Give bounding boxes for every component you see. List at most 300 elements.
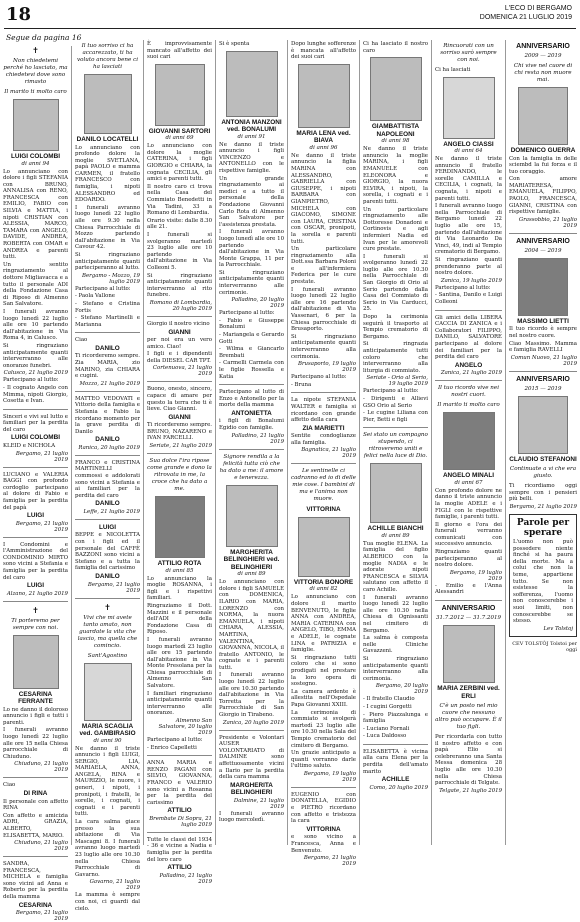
participant: - Bruna — [291, 381, 312, 388]
cross-icon: ✝ — [32, 46, 39, 55]
notice-text: Ne danno il triste annuncio la figlia MARINA con ALESSANDRO, GABRIELLA con GIUSEPPE, i nipoti BARBARA con GIANPIETRO, MICHELA con GIACOMO, SIMONE con LAURA, CRISTINA con OSCAR, pronipoti, la sorella e parenti tutti. — [291, 152, 356, 245]
portrait-photo — [13, 99, 59, 151]
cross-icon: ✝ — [32, 605, 39, 615]
notice-text: Ne danno il triste annuncio il fratello FERDINANDO, le sorelle CAMILLA e CECILIA, i cognati, la cognata, i nipoti e parenti tutti. — [435, 156, 502, 202]
participant: - Enrico Capelletti — [147, 744, 197, 751]
header-rule — [4, 28, 576, 29]
portrait-photo — [443, 625, 495, 683]
notice-text: Orario visite: dalle 8.30 alle 21. — [147, 217, 212, 231]
notice-text: Un sentito ringraziamento al dottore Migliavacca e a tutto il personale ADI della Fondazione Casa di Riposo di Almenno San Salvatore. — [3, 261, 68, 308]
notice-text: LUCIANO e VALERIA BAGGI con profondo cordoglio partecipano al dolore di Fabio e famiglia per la perdita del papà — [3, 471, 68, 511]
notice-date: Bergamo - Mozzo, 19 luglio 2019 — [82, 272, 140, 285]
quote: Non chiedetemi perché ho lasciato, ma chiedetevi dove sono rimasto — [3, 58, 68, 85]
portrait-photo — [298, 517, 350, 577]
notice-text: Con profondo dolore ne danno il triste annuncio la moglie ADELE e i FIGLI con le rispettive famiglie, i parenti tutti. — [435, 487, 502, 521]
anniversary-heading: ANNIVERSARIO — [516, 43, 570, 50]
age: di anni 67 — [454, 479, 483, 486]
caption: Il marito ti molto caro — [4, 89, 67, 95]
deceased-name: ACHILLE BIANCHI — [367, 525, 424, 533]
quote-box — [509, 514, 577, 637]
notice-text: Ciao Massimo. Mamma e famiglia RAVELLI — [509, 340, 577, 354]
participant: - Luciano Fornali — [363, 725, 410, 732]
anniversary-years: 2009 — 2019 — [524, 53, 562, 59]
quote: Continuate a vi che era giusto. — [509, 466, 577, 480]
notice-text: MATTEO VEDOVATI e Vittorio della famiglia e Stefania e Fabio la ricordano momento per la grave perdita di Danilo — [75, 395, 140, 435]
deceased-name: ATTILIO ROTA — [157, 560, 202, 568]
deceased-name: DANILO LOCATELLI — [76, 136, 139, 143]
notice-text: Partecipano al lutto di Enzo e Antonello per la morte della mamma — [219, 389, 284, 409]
notice-text: La salma è composta nelle Cliniche Gavazzeni. — [363, 635, 428, 655]
notice-date: Ranica, 20 luglio 2019 — [78, 444, 140, 451]
notice-text: Con affetto e amicizia ADRI, GRAZIA, ALBERTO, ELISABETTA, MARIO. — [3, 812, 68, 839]
portrait-photo — [226, 485, 278, 547]
notice-text: I funerali avranno luogo lunedì 22 luglio alle ore 10.30 nella Chiesa di Ognissanti nel cimitero di Bergamo. — [363, 594, 428, 634]
caption: Sant'Agostino — [87, 652, 128, 659]
notice-date: Gavarno, 21 luglio 2019 — [89, 879, 140, 892]
notice-text: Lo annunciano con profondo dolore la moglie SVETLANA, papà PAOLO e mamma CARMEN, il fratello FRANCESCO con famiglia, i nipoti ALESSANDRO ed EDOARDO. — [75, 144, 140, 204]
notice-text: Sentite condoglianze alla famiglia. — [291, 433, 356, 446]
notice-date: Bergamo, 21 luglio 2019 — [15, 910, 68, 922]
participant: - Luca Daldosso — [363, 733, 407, 740]
notice-date: Cortenuova, 21 luglio 2019 — [152, 365, 212, 378]
quote: Ti porteremo per sempre con noi. — [11, 617, 60, 631]
notice-date: Chiuduno, 21 luglio 2019 — [14, 840, 68, 853]
divider — [75, 598, 140, 599]
notice-text: Si ringraziano quanti prenderanno parte al nostro dolore. — [435, 257, 502, 277]
age: di anni 98 — [381, 138, 410, 145]
box-title: Parole per sperare — [516, 518, 570, 538]
notice-date: Bagnatica, 21 luglio 2019 — [301, 447, 356, 460]
notice-text: Sinceri e vivi sul lutto e familiari per la perdita del caro — [3, 413, 68, 433]
divider — [3, 409, 68, 410]
divider — [75, 519, 140, 520]
notice-text: Ciao — [3, 782, 16, 789]
notice-text: Si ringraziano anticipatamente quanti parteciperanno al lutto. — [75, 252, 140, 272]
column-2 — [72, 40, 144, 912]
divider — [219, 730, 284, 731]
portrait-photo — [443, 77, 495, 139]
deceased-name: CESARINA — [18, 901, 53, 909]
notice-date: Zanica, 20 luglio 2019 — [222, 719, 284, 726]
notice-text: KLEID e NICHOLA — [3, 442, 56, 449]
participants-heading: Partecipano al lutto: — [291, 374, 347, 381]
notice-date: Bergamo, 21 luglio 2019 — [15, 450, 68, 463]
box-text: L'uomo non può possedere niente finché si ha paura della morte. Ma a colui che non la teme, appartiene tutto. Se non esistesse la sofferenza, l'uomo non conoscerebbe i suoi limiti, non conoscerebbe se stesso. — [513, 539, 573, 625]
age: di anni 91 — [237, 133, 266, 140]
notice-date: Romano di Lombardia, 20 luglio 2019 — [149, 299, 212, 312]
portrait-photo — [298, 64, 350, 128]
quote: Il tuo sorriso ci ha accarezzato, ti ha voluto ancora bene ci ha lasciati — [76, 43, 139, 70]
notice-text: Lo annunciano con dolore i figli STEFANIA con BRUNO, ANNALISA con RENO, FRANCESCA con EMILIO, FABIO con SILVIA e MATTIA, i nipoti CRISTIAN con ALESSIA, MARCO, TAMARA con ANGELO, DAVIDE, ANDREA, ROBERTA con OMAR e ANDREA e parenti tutti. — [3, 168, 68, 261]
notice-date: Seriate - Orio al Serio, 19 luglio 2019 — [366, 375, 428, 388]
notice-text: I funerali avranno luogo martedì 23 luglio alle ore 15 partendo dall'abitazione in Via Monte Presolana per la Chiesa parrocchiale di Almenno San Salvatore. — [147, 636, 212, 690]
quote: Chi vive nel cuore di chi resta non muore mai. — [513, 63, 573, 83]
notice-date: Grassobbio, 21 luglio 2019 — [518, 216, 577, 229]
notice-text: Un particolare ringraziamento alle Dottoresse Donadoni e Cortinovis e agli infermieri Nadia ed Ivan per le amorevoli cure prestate. — [363, 206, 428, 253]
divider — [3, 601, 68, 602]
notice-date: Bergamo, 19 luglio 2019 — [449, 569, 502, 582]
notice-text: Tua moglie ELENA. La famiglia del figlio ALBERICO con la moglie NADIA e le adorate nipoti FRANCESCA e SILVIA salutano con affetto il caro Achille. — [363, 540, 428, 593]
divider — [435, 600, 502, 601]
notice-text: La cara salma giace presso la sua abitazione di Via Mascagni 8. I funerali avranno luogo martedì 23 luglio alle ore 10.30 nella Chiesa Parrocchiale di Gavarno. — [75, 819, 140, 878]
portrait-photo — [155, 64, 205, 126]
deceased-name: LUIGI COLOMBI — [11, 153, 60, 160]
divider — [435, 380, 502, 381]
deceased-name: LUIGI — [98, 523, 117, 531]
notice-text: Buono, onesto, sincero, capace di amare per questo la terra che ti è lieve. Ciao Gianni. — [147, 386, 212, 413]
deceased-name: GIANNI — [168, 328, 191, 336]
notice-text: Si ringraziano anticipatamente quanti interverranno al rito funebre. — [147, 272, 212, 299]
deceased-name: ZIA MARIETTI — [302, 424, 345, 432]
deceased-name: ATTILIO — [167, 807, 192, 815]
divider — [3, 777, 68, 778]
notice-date: Almenno San Salvatore, 20 luglio 2019 — [158, 718, 212, 737]
deceased-name: ANGELO CIASSI — [443, 140, 494, 148]
portrait-photo — [226, 51, 278, 117]
deceased-name: MARGHERITA BELINGHIERI ved. BELINGHIERI — [223, 548, 280, 571]
age: di anni 64 — [454, 148, 483, 155]
notice-text: I familiari ringraziano anticipatamente quanti interverranno alle onoranze. — [147, 690, 212, 717]
participants-heading: Partecipano al lutto: — [147, 737, 203, 744]
participant: - Emilio e l'Anna Alessandri — [435, 582, 502, 596]
deceased-name: GIAMBATTISTA NAPOLEONI — [371, 123, 420, 138]
anniversary-years: 2004 — 2019 — [524, 247, 562, 254]
notice-text: SANDRA, FRANCESCA, MICHELA e famiglia sono vicini ad Anna e Roberto per la perdita della mamma — [3, 861, 68, 901]
divider — [219, 449, 284, 450]
divider — [3, 537, 68, 538]
notice-text: Un grazie anticipato a quanti vorranno darle l'ultimo saluto. — [291, 750, 356, 770]
quote: Signore rendila a la felicità tutta ciò che ha dato a me: il amore e tenerezza. — [219, 453, 284, 481]
notice-date: Zanica, 21 luglio 2019 — [440, 370, 502, 377]
caption: Il marito ti molto caro — [437, 402, 500, 409]
page-number: 18 — [6, 4, 32, 25]
notice-text: Ciao — [75, 337, 88, 344]
notice-text: Si ringraziano anticipatamente quanti interverranno alla cerimonia. — [291, 333, 356, 360]
notice-text: Ne danno il triste annuncio i figli LUIGI, SERGIO, LIA, MARIAELA, ANNA, ANGELA, RINA e MAURIZIO, le nuore, i generi, i nipoti, i pronipoti, i fratelli, le sorelle, i cognati, i cognati e i parenti tutti. — [75, 745, 140, 818]
divider — [3, 467, 68, 468]
divider — [75, 332, 140, 333]
notice-text: I funerali avranno luogo mercoledì. — [219, 810, 284, 824]
notice-date: Comun Nuovo, 21 luglio 2019 — [510, 354, 577, 367]
divider — [291, 392, 356, 393]
notice-text: Giorgio il nostro vicino — [147, 320, 210, 327]
portrait-photo — [84, 663, 132, 721]
age: di anni 90 — [93, 737, 122, 744]
notice-text: I Condomini e l'Amministrazione del CONDOMINIO MIRTO sono vicini a Stefania e famiglia per la perdita del caro — [3, 541, 68, 581]
deceased-name: DANILO — [95, 573, 120, 580]
age: di anni 96 — [309, 144, 338, 151]
notice-text: Dopo la cerimonia seguirà il trasporto al Tempio crematorio di Bergamo. — [363, 314, 428, 340]
deceased-name: ATTILIO — [167, 864, 192, 872]
notice-date: Brusaporto, 19 luglio 2019 — [297, 361, 356, 374]
age: di anni 82 — [309, 586, 338, 593]
divider — [291, 787, 356, 788]
notice-text: Si ringraziano anticipatamente quanti interverranno alla cerimonia. — [363, 655, 428, 682]
participants-heading: Partecipano al lutto: — [363, 388, 419, 395]
notice-text: BEPPE e NICOLETTA con i figli ed il personale del CAFFÈ BAZZONI sono vicini a Stefano e a tutta la famiglia del carissimo — [75, 532, 140, 572]
divider — [363, 427, 428, 428]
notice-text: I funerali avranno luogo lunedì 22 luglio alle ore 10.30 partendo dall'abitazione in Via Torretta per la Parrocchiale di San Giorgio in Tirabeno. — [219, 672, 284, 719]
notice-text: I funerali avranno luogo lunedì 22 luglio alle ore 15 nella Chiesa parrocchiale di Chiuduno. — [3, 727, 68, 760]
notice-text: Il personale con affetto RINA — [3, 798, 68, 812]
notice-text: I funerali avranno luogo lunedì 22 luglio alle ore 16 partendo dall'abitazione di Via Vassenari, 6 per la Chiesa parrocchiale di Brusaporto. — [291, 286, 356, 333]
column-7 — [432, 40, 506, 845]
deceased-name: DANILO — [95, 344, 120, 352]
notice-date: Alzano, 21 luglio 2019 — [6, 590, 68, 597]
divider — [147, 381, 212, 382]
quote: Sua dolce l'ira ripose come grande e dono la ritrovata in me, la croce che ha dato a me. — [147, 458, 212, 493]
participant: - Il fratello Claudio — [363, 696, 415, 703]
notice-date: Dalmine, 21 luglio 2019 — [233, 797, 284, 810]
notice-text: Gli amici della LIBERA CACCIA DI ZANICA e i Collaboratori FILIPPO, DANILO, SALVATORE partecipano al dolore dei familiari per la perdita del caro — [435, 314, 502, 361]
notice-text: Ne danno il triste annuncio i figli VINCENZO e ANTONELLO con le rispettive famiglie. — [219, 141, 284, 174]
participants-heading: Partecipano al lutto: — [219, 310, 275, 317]
column-6 — [360, 40, 432, 845]
notice-text: EUGENIO con DONATELLA, EGIDIO e PIETRO ricordano con affetto e tristezza la cara — [291, 791, 356, 825]
age: di anni 69 — [165, 135, 194, 142]
deceased-name: MARIA ZERBINI ved. ERLI — [437, 685, 500, 700]
quote: Sei stato un compagno stupendo, ci ritroveremo uniti e felici nella luce di Dio. — [363, 432, 428, 460]
portrait-photo — [443, 412, 495, 470]
deceased-name: DI RINA — [23, 790, 48, 798]
notice-date: Palladino, 21 luglio 2019 — [231, 432, 284, 445]
column-3 — [144, 40, 216, 885]
anniversary-heading: ANNIVERSARIO — [441, 605, 496, 613]
participant: - Il cognato Angelo con Mimma, nipoti Giorgio, Cosetta e Ivan. — [3, 384, 68, 405]
divider — [147, 832, 212, 833]
masthead — [480, 4, 572, 22]
portrait-photo — [518, 87, 568, 145]
quote: Vivi che mi avete tanto amato, non guardate la vita che lascio, ma quella che comincio. — [77, 614, 138, 649]
notice-text: Lo annunciano con dolore i figli SAMUELE con DOMENICA, ILARIO con MARIA, LORENZO con NORMA, la nuora EMANUELA, i nipoti CHIARA, ALESSIA, MARTINA, VALENTINA, GIOVANNA, NICOLA, il fratello ANTONIO, le cognate e i parenti tutti. — [219, 579, 284, 671]
notice-text: È improvvisamente mancato all'affetto dei suoi cari — [147, 41, 212, 61]
paper-name: L'ECO DI BERGAMO — [504, 5, 572, 12]
divider — [75, 455, 140, 456]
anniversary-years: 2015 — 2019 — [524, 385, 562, 392]
notice-date: Calusco, 21 luglio 2019 — [3, 370, 68, 377]
notice-text: i figli di Bonalumi Egidio con famiglie. — [219, 418, 284, 432]
portrait-photo — [370, 463, 422, 523]
notice-text: I funerali avranno luogo nella Parrocchiale di Bergamo lunedì 22 luglio alle ore 15, partendo dall'abitazione di Via Leonardo Da Vinci, 49, indi al Tempio crematorio di Bergamo. — [435, 203, 502, 256]
divider — [147, 453, 212, 454]
deceased-name: DANILO — [95, 500, 120, 508]
participant: - Carmelli Carmela con le figlie Rossella e Katia — [219, 360, 284, 380]
notice-text: Il nostro caro ci trova nella Casa del Commiato Benedetti in Via Tadini, 33 a Romano di Lombardia. — [147, 183, 212, 217]
notice-text: Ringraziamo quanti parteciperanno al nostro dolore. — [435, 549, 502, 569]
deceased-name: DOMENICO GUERRA — [510, 147, 576, 154]
column-8 — [506, 40, 580, 845]
issue-date: DOMENICA 21 LUGLIO 2019 — [479, 14, 572, 21]
notice-text: La cerimonia di commiato si svolgerà martedì 23 luglio alle ore 10.30 nella Sala del Tempio crematorio del cimitero di Bergamo. — [291, 709, 356, 749]
portrait-photo — [518, 258, 568, 316]
deceased-name: CLAUDIO STEFANONI — [509, 455, 577, 463]
deceased-name: VITTORIA BONORE — [293, 578, 354, 586]
notice-text: Si ringraziano anticipatamente quanti interverranno alle onoranze funebri. — [3, 342, 68, 369]
notice-text: I funerali avranno luogo lunedì 22 luglio alle ore 10 partendo dall'abitazione in Via Roma 4, in Calusco. — [3, 308, 68, 342]
column-4 — [216, 40, 288, 845]
sponsor-logo: CEV TOLSTÒJ Tolstoi per oggi — [512, 640, 577, 653]
notice-date: Mozzo, 21 luglio 2019 — [79, 380, 140, 387]
quote: Le sentinelle ci cadranno ed io di delle mie cose. I bambini di ma e l'anima non muore. — [291, 468, 356, 503]
deceased-name: LUIGI — [26, 582, 45, 590]
column-1 — [0, 46, 72, 922]
notice-text: I funerali avranno luogo lunedì 22 luglio alle ore 9.30 nella Chiesa Parrocchiale di Mozzo partendo dall'abitazione in Via Cavour 42. — [75, 204, 140, 251]
notice-text: ELISABETTA è vicina alla cara Elena per la perdita dell'amato marito — [363, 748, 428, 775]
continued-label: Segue da pagina 16 — [6, 33, 82, 42]
participant: - Paola Vallone — [75, 293, 115, 300]
notice-date: Chiuduno, 21 luglio 2019 — [14, 761, 68, 774]
divider — [147, 755, 212, 756]
participant: - I cugini Gorgetti — [363, 703, 412, 710]
notice-text: Per ricordarla con tutto il nostro affetto e con papà Elio si celebreranno una Santa Messa domenica 28 luglio alle ore 10.30 nella Chiesa parrocchiale di Telgate. — [435, 734, 502, 787]
quote: Rincuorati con un sorriso sarò sempre con noi. — [440, 43, 497, 63]
deceased-name: ANGELO — [454, 361, 483, 369]
notice-date: Bergamo, 21 luglio 2019 — [15, 520, 68, 533]
deceased-name: DANILO — [95, 436, 120, 444]
participant: - Le cugine Liliana con Pier, Betti e figli — [363, 410, 428, 423]
anniversary-heading: ANNIVERSARIO — [516, 375, 570, 383]
deceased-name: VITTORINA — [306, 825, 341, 833]
cross-icon: ✝ — [104, 602, 111, 612]
notice-date: Telgate, 21 luglio 2019 — [439, 787, 502, 794]
notice-date: Palladino, 21 luglio 2019 — [159, 872, 212, 885]
divider — [435, 310, 502, 311]
anniversary-heading: ANNIVERSARIO — [516, 237, 570, 245]
notice-text: Tutte le classi del 1934 - 36 e vicine a Nadia e famiglia per la perdita del loro caro — [147, 836, 212, 863]
divider — [509, 371, 577, 372]
notice-date: Bergamo, 20 luglio 2019 — [375, 683, 428, 696]
notice-date: Leffe, 21 luglio 2019 — [83, 508, 140, 515]
deceased-name: MARIA LENA ved. BIAVA — [296, 129, 351, 145]
quote: Il tuo ricordo vive nei nostri cuori. — [437, 385, 500, 399]
notice-date: Bergamo, 21 luglio 2019 — [509, 504, 577, 510]
notice-text: e sono vicino a Francesca, Anna e Benvenuto. — [291, 834, 356, 854]
participant: - Wilma e Giancarlo Brembati — [219, 346, 284, 359]
notice-text: Si è spenta — [219, 41, 250, 47]
notice-text: Il giorno e l'ora dei funerali verranno comunicati con successivo annuncio. — [435, 521, 502, 548]
age: di anni 89 — [381, 532, 410, 539]
deceased-name: LUIGI COLOMBI — [11, 434, 60, 442]
notice-text: Lo annunciano con dolore il marito BENVENUTO, le figlie ANNA con ANDREA, MARIA CATERINA con ANGELO, TIBO, EMMA e ADELE, le cognate LINA e PATRIZIA e famiglie. — [291, 594, 356, 654]
notice-text: Ci ha lasciati — [435, 67, 471, 73]
notice-text: Lo annunciano con dolore la moglie CATERINA, i figli GIORGIO e CHIARA, la cognata CECILIA, gli amici e parenti tutti. — [147, 143, 212, 183]
portrait-photo — [370, 57, 422, 121]
notice-text: Ci ha lasciato il nostro caro — [363, 41, 428, 54]
notice-text: La camera ardente è allestita nell'Ospedale Papa Giovanni XXIII. — [291, 688, 356, 708]
deceased-name: GIOVANNI SARTORI — [148, 127, 211, 135]
participant: - Mariangela e Gerardo Gotti — [219, 332, 284, 345]
age: di anni 89 — [237, 571, 266, 578]
notice-text: Ti ricorderemo sempre. Zia MARIA, zio MARINO, zia CHIARA e cugini. — [75, 353, 140, 380]
notice-date: Zanica, 19 luglio 2019 — [440, 277, 502, 284]
deceased-name: MARGHERITA BELINGHIERI — [230, 781, 273, 797]
deceased-name: ACHILLE — [381, 776, 410, 784]
anniversary-dates: 31.7.2012 — 31.7.2019 — [436, 615, 501, 622]
divider — [291, 463, 356, 464]
notice-text: Ringraziamo il Dott. Mazzini e il personale dell'ADI della Fondazione Casa di Riposo. — [147, 602, 212, 636]
notice-date: Brembate Di Sopra, 21 luglio 2019 — [149, 815, 212, 828]
deceased-name: GIANNI — [168, 413, 191, 421]
notice-text: Dopo lunghe sofferenze è mancata all'affetto dei suoi cari — [291, 41, 356, 61]
notice-text: Ti ricordiamo oggi sempre con i pensieri più belli. — [509, 483, 577, 503]
notice-date: Palladino, 20 luglio 2019 — [231, 297, 284, 310]
deceased-name: MARIA SCAGLIA ved. GAMBIRASIO — [79, 722, 136, 737]
page-header — [0, 0, 580, 28]
divider — [147, 316, 212, 317]
deceased-name: CESARINA FERRANTE — [18, 690, 53, 706]
notice-text: Un particolare ringraziamento alla Dott.ssa Barbara Poloni e all'infermiera Federica per le cure prestate. — [291, 246, 356, 286]
notice-text: Ne danno il triste annuncio la moglie MARINA, i figli EMANUELE con ELEONORA e GIORGIO, la nuora ELVIRA, i nipoti, la sorella, i cognati e i parenti tutti. — [363, 146, 428, 205]
deceased-name: MASSIMO LIETTI — [517, 317, 569, 325]
notice-text: FRANCO e CRISTINA MARTINELLI commossi e addolorati sono vicini a Stefania e ai familiari per la perdita del caro — [75, 459, 140, 499]
deceased-name: ANGELO MINALI — [442, 472, 495, 480]
notice-text: Il tuo ricordo è sempre nel nostro cuore. — [509, 326, 577, 339]
notice-text: I funerali si svolgeranno lunedì 22 luglio alle ore 10.30 nella Parrocchiale di San Giorgio di Orio al Serio partendo dalla Casa del Commiato di Serio in Via Carducci, 25. — [363, 253, 428, 313]
portrait-photo — [84, 74, 132, 134]
participant: - Stefano e Cristina Fortis — [75, 300, 140, 314]
participants-heading: Partecipano al lutto: — [3, 377, 59, 384]
divider — [219, 384, 284, 385]
notice-date: Bergamo, 21 luglio 2019 — [303, 855, 356, 868]
notice-text: Ti ricorderemo sempre. BRUNO, NAZARENO e IVAN FARCELLI. — [147, 422, 212, 442]
participants-heading: Partecipano al lutto: — [435, 284, 491, 291]
notice-text: I funerali avranno luogo lunedì alle ore 10 partendo dall'abitazione in Via Monte Grappa, 11 per la Parrocchiale. — [219, 229, 284, 269]
notice-date: Bergamo, 19 luglio 2019 — [303, 770, 356, 783]
column-5 — [288, 40, 360, 868]
age: di anni 85 — [165, 567, 194, 574]
portrait-photo — [155, 496, 205, 558]
deceased-name: VITTORINA — [306, 506, 341, 514]
divider — [509, 233, 577, 234]
deceased-name: ANTONIETTA — [231, 409, 272, 417]
notice-text: per noi era un vero amico. Ciao! — [147, 337, 212, 350]
notice-text: Si ringraziano tutti coloro che si sono prodigati nel prestare la loro opera di sostegno. — [291, 654, 356, 688]
participants-heading: Partecipano al lutto: — [75, 285, 131, 292]
notice-date: Seriate, 21 luglio 2019 — [149, 443, 212, 450]
participant: - Piero Piazzalunga e famiglia — [363, 711, 428, 725]
notice-date: Bergamo, 21 luglio 2019 — [87, 581, 140, 594]
deceased-name: ANTONIA MANZONI ved. BONALUMI — [221, 118, 282, 134]
participant: - Dirigenti e Allievi GSO Orio al Serio — [363, 395, 428, 409]
notice-text: Presidente e Volontari AUSER VOLONTARIATO di DALMINE sono affettuosamente vicini a Ilario per la perdita della cara mamma — [219, 734, 284, 781]
notice-text: Lo annunciano la moglie ROSANNA, i figli e i rispettivi familiari. — [147, 575, 212, 602]
portrait-photo — [13, 635, 59, 689]
notice-text: La mamma è sempre con noi, ci guardi dal cielo. — [75, 892, 140, 912]
notice-text: Con la famiglia in delle sciembd la fui forza e il tuo coraggio. — [509, 155, 577, 175]
notice-text: Si ringrazia anticipatamente tutti coloro che interverranno alla liturgia di commiato. — [363, 341, 428, 374]
divider — [3, 856, 68, 857]
notice-date: Como, 20 luglio 2019 — [369, 784, 428, 791]
divider — [363, 744, 428, 745]
participant: - Stefano Martinelli e Marianna — [75, 315, 140, 328]
notice-text: Lo ne danno il doloroso annuncio i figli e tutti i parenti. — [3, 706, 68, 726]
notice-text: I funerali si svolgeranno martedì 23 luglio alle ore 10 partendo dall'abitazione in Via Colleoni 5. — [147, 232, 212, 271]
notice-text: ANNA MARIA e RENZO PAGANI con SILVIO, GIOVANNA, FRANCO e VALERIO sono vicini a Rosanna per la perdita del carissimo — [147, 760, 212, 806]
divider — [75, 391, 140, 392]
notice-text: Un grande ringraziamento ai medici e a tutto il personale della Fondazione Giovanni Carlo Rota di Almenno San Salvatore per l'assistenza prestata. — [219, 175, 284, 228]
quote: C'è un posto nel mio cuore che nessuno altro può occupare. È il tuo figli. — [435, 703, 502, 731]
participant: - Santina, Danilo e Luigi Colleoni — [435, 292, 502, 305]
notice-text: Con amore MARIATERESA, EMANUELA, FILIPPO, PAOLO, FRANCESCA, GIANNI, CRISTINA con rispettive famiglie. — [509, 176, 577, 216]
age: di anni 94 — [21, 160, 50, 167]
box-author: Lev Tolstoj — [543, 625, 573, 632]
participant: - Fabio e Giuseppe Bonalumi — [219, 317, 284, 331]
portrait-photo — [518, 396, 568, 454]
deceased-name: LUIGI — [26, 512, 45, 520]
notice-text: I figli e i dipendenti della DIESEL CAR TPT. — [147, 351, 212, 364]
notice-text: Si ringraziano anticipatamente quanti interverranno alle cerimonie. — [219, 269, 284, 296]
notice-text: La nipote STEFANIA WALTER e famiglia si ricordano con grande affetto della cara — [291, 397, 356, 424]
